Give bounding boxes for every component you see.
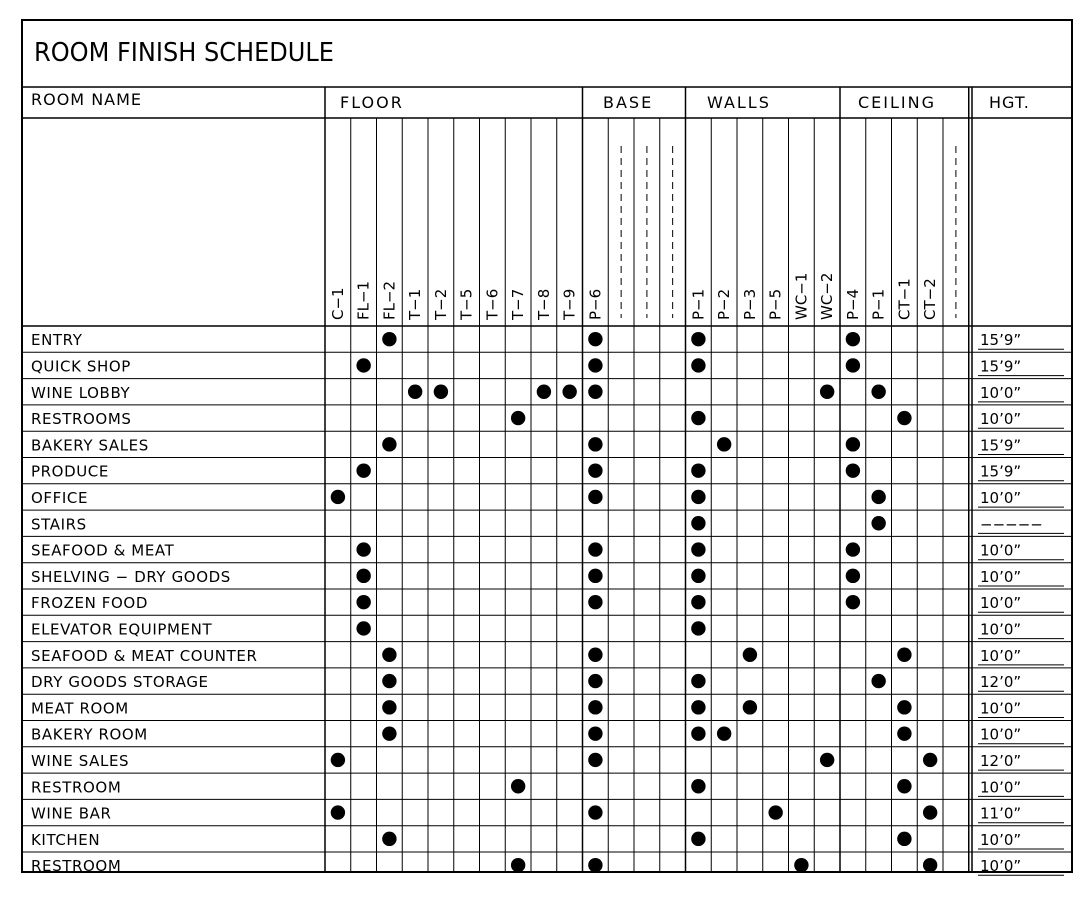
finish-dot bbox=[356, 358, 370, 372]
room-name: RESTROOMS bbox=[31, 410, 132, 429]
finish-dot bbox=[897, 832, 911, 846]
header-floor: FLOOR bbox=[340, 93, 404, 112]
column-label: CT−1 bbox=[895, 278, 914, 320]
finish-dot bbox=[691, 700, 705, 714]
column-label: T−7 bbox=[509, 288, 528, 320]
finish-dot bbox=[897, 779, 911, 793]
finish-dot bbox=[871, 674, 885, 688]
room-name: ENTRY bbox=[31, 331, 83, 350]
column-label: T−1 bbox=[406, 288, 425, 320]
header-walls: WALLS bbox=[707, 93, 771, 112]
room-height: 10’0” bbox=[980, 620, 1022, 639]
finish-dot bbox=[743, 700, 757, 714]
column-label: WC−1 bbox=[792, 272, 811, 320]
finish-dot bbox=[382, 332, 396, 346]
column-label: P−1 bbox=[869, 288, 888, 320]
finish-dot bbox=[871, 490, 885, 504]
room-name: RESTROOM bbox=[31, 778, 122, 797]
finish-dot bbox=[691, 726, 705, 740]
header-base: BASE bbox=[603, 93, 654, 112]
room-height: 15’9” bbox=[980, 462, 1022, 481]
room-height: 15’9” bbox=[980, 331, 1022, 350]
finish-dot bbox=[897, 700, 911, 714]
finish-dot bbox=[820, 385, 834, 399]
finish-dot bbox=[331, 753, 345, 767]
finish-dot bbox=[382, 648, 396, 662]
finish-dot bbox=[588, 463, 602, 477]
room-height: 10’0” bbox=[980, 857, 1022, 876]
finish-dot bbox=[820, 753, 834, 767]
finish-dot bbox=[846, 542, 860, 556]
header-ceiling: CEILING bbox=[858, 93, 936, 112]
column-label: T−5 bbox=[457, 288, 476, 320]
finish-dot bbox=[356, 569, 370, 583]
finish-dot bbox=[588, 437, 602, 451]
room-name: STAIRS bbox=[31, 515, 87, 534]
room-name: OFFICE bbox=[31, 488, 89, 507]
room-height: 10’0” bbox=[980, 699, 1022, 718]
finish-dot bbox=[794, 858, 808, 872]
column-label: T−6 bbox=[483, 288, 502, 320]
finish-dot bbox=[562, 385, 576, 399]
room-height: 10’0” bbox=[980, 778, 1022, 797]
room-height: 10’0” bbox=[980, 410, 1022, 429]
column-label: T−8 bbox=[534, 288, 553, 320]
finish-dot bbox=[511, 779, 525, 793]
finish-dot bbox=[588, 490, 602, 504]
finish-dot bbox=[588, 595, 602, 609]
room-name: RESTROOM bbox=[31, 857, 122, 876]
finish-dot bbox=[691, 595, 705, 609]
room-height: 12’0” bbox=[980, 751, 1022, 770]
finish-dot bbox=[846, 569, 860, 583]
finish-dot bbox=[691, 358, 705, 372]
finish-dot bbox=[691, 411, 705, 425]
finish-dot bbox=[846, 437, 860, 451]
finish-dot bbox=[897, 411, 911, 425]
finish-dot bbox=[871, 385, 885, 399]
finish-dot bbox=[691, 832, 705, 846]
finish-dot bbox=[923, 858, 937, 872]
finish-dot bbox=[691, 779, 705, 793]
room-name: BAKERY SALES bbox=[31, 436, 149, 455]
room-name: WINE SALES bbox=[31, 751, 130, 770]
room-name: QUICK SHOP bbox=[31, 357, 131, 376]
room-height: 10’0” bbox=[980, 646, 1022, 665]
room-height: 12’0” bbox=[980, 673, 1022, 692]
finish-dot bbox=[717, 437, 731, 451]
room-height: 10’0” bbox=[980, 541, 1022, 560]
column-label: P−2 bbox=[715, 288, 734, 320]
room-name: WINE BAR bbox=[31, 804, 112, 823]
schedule-title: ROOM FINISH SCHEDULE bbox=[34, 38, 334, 68]
room-name: KITCHEN bbox=[31, 830, 101, 849]
room-name: SEAFOOD & MEAT bbox=[31, 541, 175, 560]
column-label: P−1 bbox=[689, 288, 708, 320]
finish-dot bbox=[511, 411, 525, 425]
header-height: HGT. bbox=[989, 93, 1030, 112]
finish-dot bbox=[356, 542, 370, 556]
finish-dot bbox=[768, 805, 782, 819]
room-height: 15’9” bbox=[980, 436, 1022, 455]
finish-dot bbox=[434, 385, 448, 399]
finish-dot bbox=[588, 358, 602, 372]
finish-dot bbox=[588, 753, 602, 767]
room-name: FROZEN FOOD bbox=[31, 594, 148, 613]
room-height: 11’0” bbox=[980, 804, 1022, 823]
column-label: CT−2 bbox=[921, 278, 940, 320]
finish-dot bbox=[588, 569, 602, 583]
column-label: P−4 bbox=[843, 288, 862, 320]
column-label: C−1 bbox=[328, 287, 347, 320]
finish-dot bbox=[691, 490, 705, 504]
finish-dot bbox=[588, 648, 602, 662]
finish-dot bbox=[897, 726, 911, 740]
room-name: SHELVING − DRY GOODS bbox=[31, 567, 231, 586]
finish-dot bbox=[691, 674, 705, 688]
finish-dot bbox=[382, 700, 396, 714]
finish-dot bbox=[691, 516, 705, 530]
finish-dot bbox=[356, 595, 370, 609]
finish-dot bbox=[743, 648, 757, 662]
finish-dot bbox=[588, 726, 602, 740]
column-label: P−5 bbox=[766, 288, 785, 320]
room-height: 15’9” bbox=[980, 357, 1022, 376]
finish-dot bbox=[331, 490, 345, 504]
finish-dot bbox=[717, 726, 731, 740]
column-label: P−6 bbox=[586, 288, 605, 320]
finish-dot bbox=[537, 385, 551, 399]
finish-dot bbox=[408, 385, 422, 399]
finish-dot bbox=[588, 700, 602, 714]
room-name: WINE LOBBY bbox=[31, 383, 131, 402]
finish-dot bbox=[331, 805, 345, 819]
finish-dot bbox=[588, 805, 602, 819]
room-name: MEAT ROOM bbox=[31, 699, 129, 718]
finish-dot bbox=[588, 858, 602, 872]
room-height: 10’0” bbox=[980, 383, 1022, 402]
room-height: 10’0” bbox=[980, 567, 1022, 586]
finish-dot bbox=[511, 858, 525, 872]
finish-dot bbox=[923, 805, 937, 819]
finish-dot bbox=[923, 753, 937, 767]
room-name: ELEVATOR EQUIPMENT bbox=[31, 620, 213, 639]
room-height: 10’0” bbox=[980, 488, 1022, 507]
finish-dot bbox=[691, 463, 705, 477]
finish-dot bbox=[588, 332, 602, 346]
finish-dot bbox=[356, 621, 370, 635]
column-label: T−2 bbox=[431, 288, 450, 320]
column-label: P−3 bbox=[740, 288, 759, 320]
room-height: −−−−− bbox=[980, 515, 1043, 534]
finish-dot bbox=[382, 832, 396, 846]
finish-dot bbox=[588, 674, 602, 688]
finish-dot bbox=[846, 332, 860, 346]
finish-dot bbox=[691, 332, 705, 346]
finish-dot bbox=[356, 463, 370, 477]
room-name: DRY GOODS STORAGE bbox=[31, 673, 209, 692]
room-name: BAKERY ROOM bbox=[31, 725, 148, 744]
finish-dot bbox=[588, 385, 602, 399]
finish-dot bbox=[691, 569, 705, 583]
room-height: 10’0” bbox=[980, 830, 1022, 849]
finish-dot bbox=[691, 621, 705, 635]
column-label: FL−1 bbox=[354, 280, 373, 320]
finish-dot bbox=[382, 726, 396, 740]
room-height: 10’0” bbox=[980, 594, 1022, 613]
finish-dot bbox=[691, 542, 705, 556]
finish-dot bbox=[382, 674, 396, 688]
header-room-name: ROOM NAME bbox=[31, 90, 143, 109]
finish-dot bbox=[846, 595, 860, 609]
finish-dot bbox=[588, 542, 602, 556]
column-label: T−9 bbox=[560, 288, 579, 320]
finish-dot bbox=[846, 358, 860, 372]
room-height: 10’0” bbox=[980, 725, 1022, 744]
column-label: WC−2 bbox=[818, 272, 837, 320]
finish-dot bbox=[871, 516, 885, 530]
finish-dot bbox=[846, 463, 860, 477]
room-name: SEAFOOD & MEAT COUNTER bbox=[31, 646, 258, 665]
finish-dot bbox=[382, 437, 396, 451]
column-label: FL−2 bbox=[380, 280, 399, 320]
finish-dot bbox=[897, 648, 911, 662]
room-name: PRODUCE bbox=[31, 462, 109, 481]
